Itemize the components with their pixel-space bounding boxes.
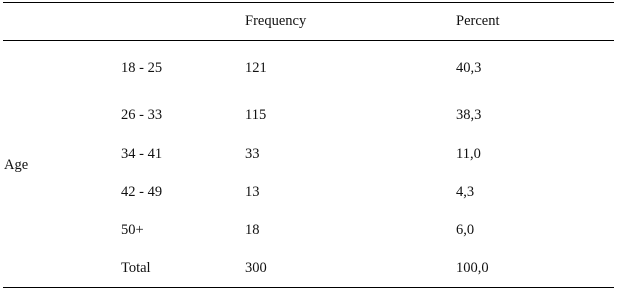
cell-frequency: 300 xyxy=(245,260,267,276)
table-top-rule xyxy=(3,2,614,3)
cell-frequency: 13 xyxy=(245,184,260,200)
table-bottom-rule xyxy=(3,287,614,288)
cell-percent: 4,3 xyxy=(456,184,475,200)
row-group-label-age: Age xyxy=(4,157,29,173)
cell-frequency: 121 xyxy=(245,60,267,76)
cell-percent: 6,0 xyxy=(456,222,475,238)
header-frequency: Frequency xyxy=(245,13,307,29)
cell-percent: 38,3 xyxy=(456,107,482,123)
cell-frequency: 18 xyxy=(245,222,260,238)
cell-age-range: Total xyxy=(121,260,151,276)
cell-percent: 100,0 xyxy=(456,260,489,276)
cell-age-range: 50+ xyxy=(121,222,144,238)
cell-age-range: 18 - 25 xyxy=(121,60,163,76)
cell-percent: 11,0 xyxy=(456,146,481,162)
cell-percent: 40,3 xyxy=(456,60,482,76)
cell-frequency: 115 xyxy=(245,107,267,123)
table-header-rule xyxy=(3,40,614,41)
cell-age-range: 26 - 33 xyxy=(121,107,163,123)
cell-frequency: 33 xyxy=(245,146,260,162)
header-percent: Percent xyxy=(456,13,500,29)
cell-age-range: 42 - 49 xyxy=(121,184,163,200)
cell-age-range: 34 - 41 xyxy=(121,146,163,162)
